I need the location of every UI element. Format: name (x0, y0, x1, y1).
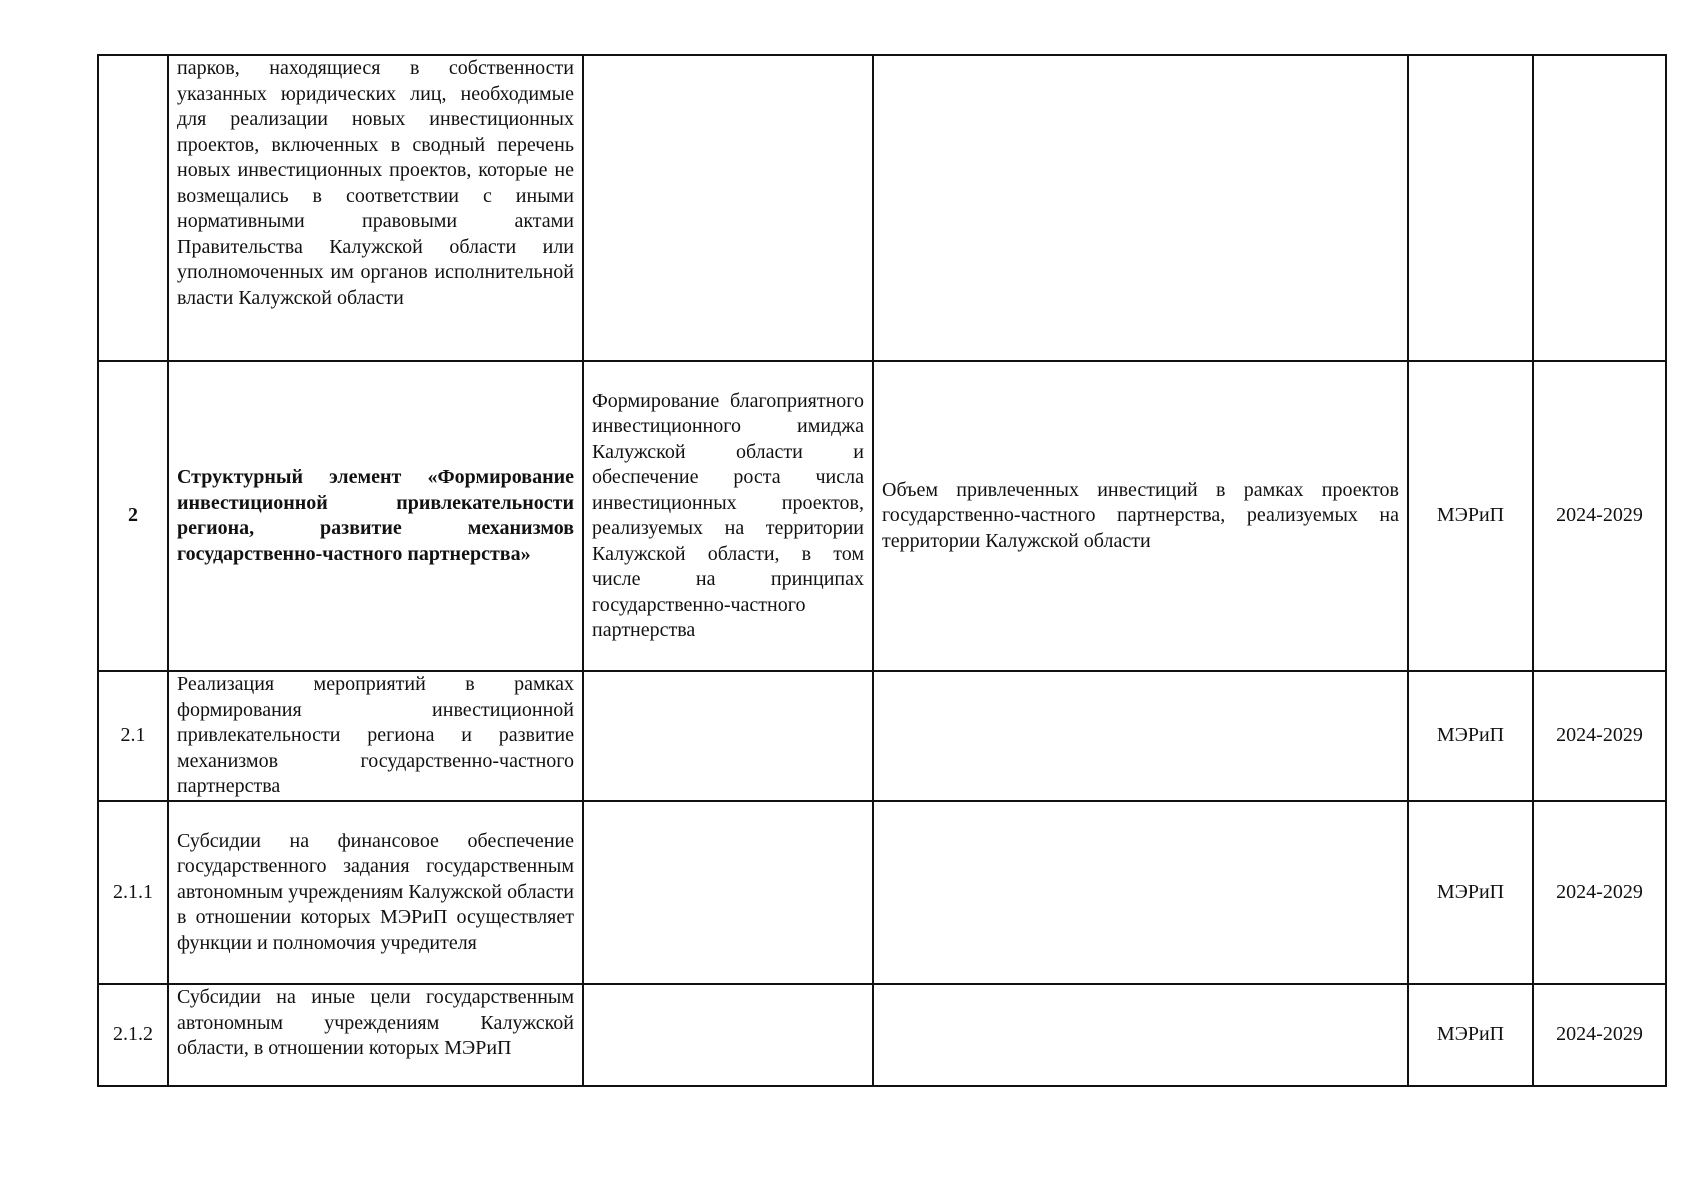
row-goal (583, 671, 873, 801)
row-period: 2024-2029 (1533, 361, 1666, 671)
row-number (98, 55, 168, 361)
row-number: 2.1 (98, 671, 168, 801)
row-period (1533, 55, 1666, 361)
table-row (98, 361, 1666, 671)
row-indicator (873, 671, 1408, 801)
row-name: Субсидии на иные цели государственным автономным учреждениям Калужской области, в отношении которых МЭРиП (168, 984, 583, 1086)
row-indicator: Объем привлеченных инвестиций в рамках проектов государственно-частного партнерства, реализуемых на территории Калужской области (873, 361, 1408, 671)
row-period: 2024-2029 (1533, 671, 1666, 801)
table-row (98, 55, 1666, 361)
row-number: 2.1.1 (98, 801, 168, 984)
row-number: 2.1.2 (98, 984, 168, 1086)
row-name: парков, находящиеся в собственности указанных юридических лиц, необходимые для реализации новых инвестиционных проектов, включенных в сводный перечень новых инвестиционных проектов, которые не возмещались в соответствии с иными нормативными правовыми актами Правительства Калужской области или уполномоченных им органов исполнительной власти Калужской области (168, 55, 583, 361)
row-number: 2 (98, 361, 168, 671)
row-indicator (873, 55, 1408, 361)
row-executor (1408, 55, 1533, 361)
row-indicator (873, 984, 1408, 1086)
row-goal (583, 801, 873, 984)
row-name: Субсидии на финансовое обеспечение государственного задания государственным автономным учреждениям Калужской области в отношении которых МЭРиП осуществляет функции и полномочия учредителя (168, 801, 583, 984)
row-executor: МЭРиП (1408, 361, 1533, 671)
row-period: 2024-2029 (1533, 984, 1666, 1086)
program-table (97, 54, 1667, 1087)
row-goal: Формирование благоприятного инвестиционного имиджа Калужской области и обеспечение роста числа инвестиционных проектов, реализуемых на территории Калужской области, в том числе на принципах государственно-частного партнерства (583, 361, 873, 671)
table-row (98, 801, 1666, 984)
row-indicator (873, 801, 1408, 984)
row-executor: МЭРиП (1408, 984, 1533, 1086)
row-period: 2024-2029 (1533, 801, 1666, 984)
row-name: Структурный элемент «Формирование инвестиционной привлекательности региона, развитие механизмов государственно-частного партнерства» (168, 361, 583, 671)
table-row (98, 671, 1666, 801)
row-goal (583, 55, 873, 361)
row-executor: МЭРиП (1408, 671, 1533, 801)
table-row (98, 984, 1666, 1086)
row-name: Реализация мероприятий в рамках формирования инвестиционной привлекательности региона и развитие механизмов государственно-частного партнерства (168, 671, 583, 801)
row-executor: МЭРиП (1408, 801, 1533, 984)
row-goal (583, 984, 873, 1086)
